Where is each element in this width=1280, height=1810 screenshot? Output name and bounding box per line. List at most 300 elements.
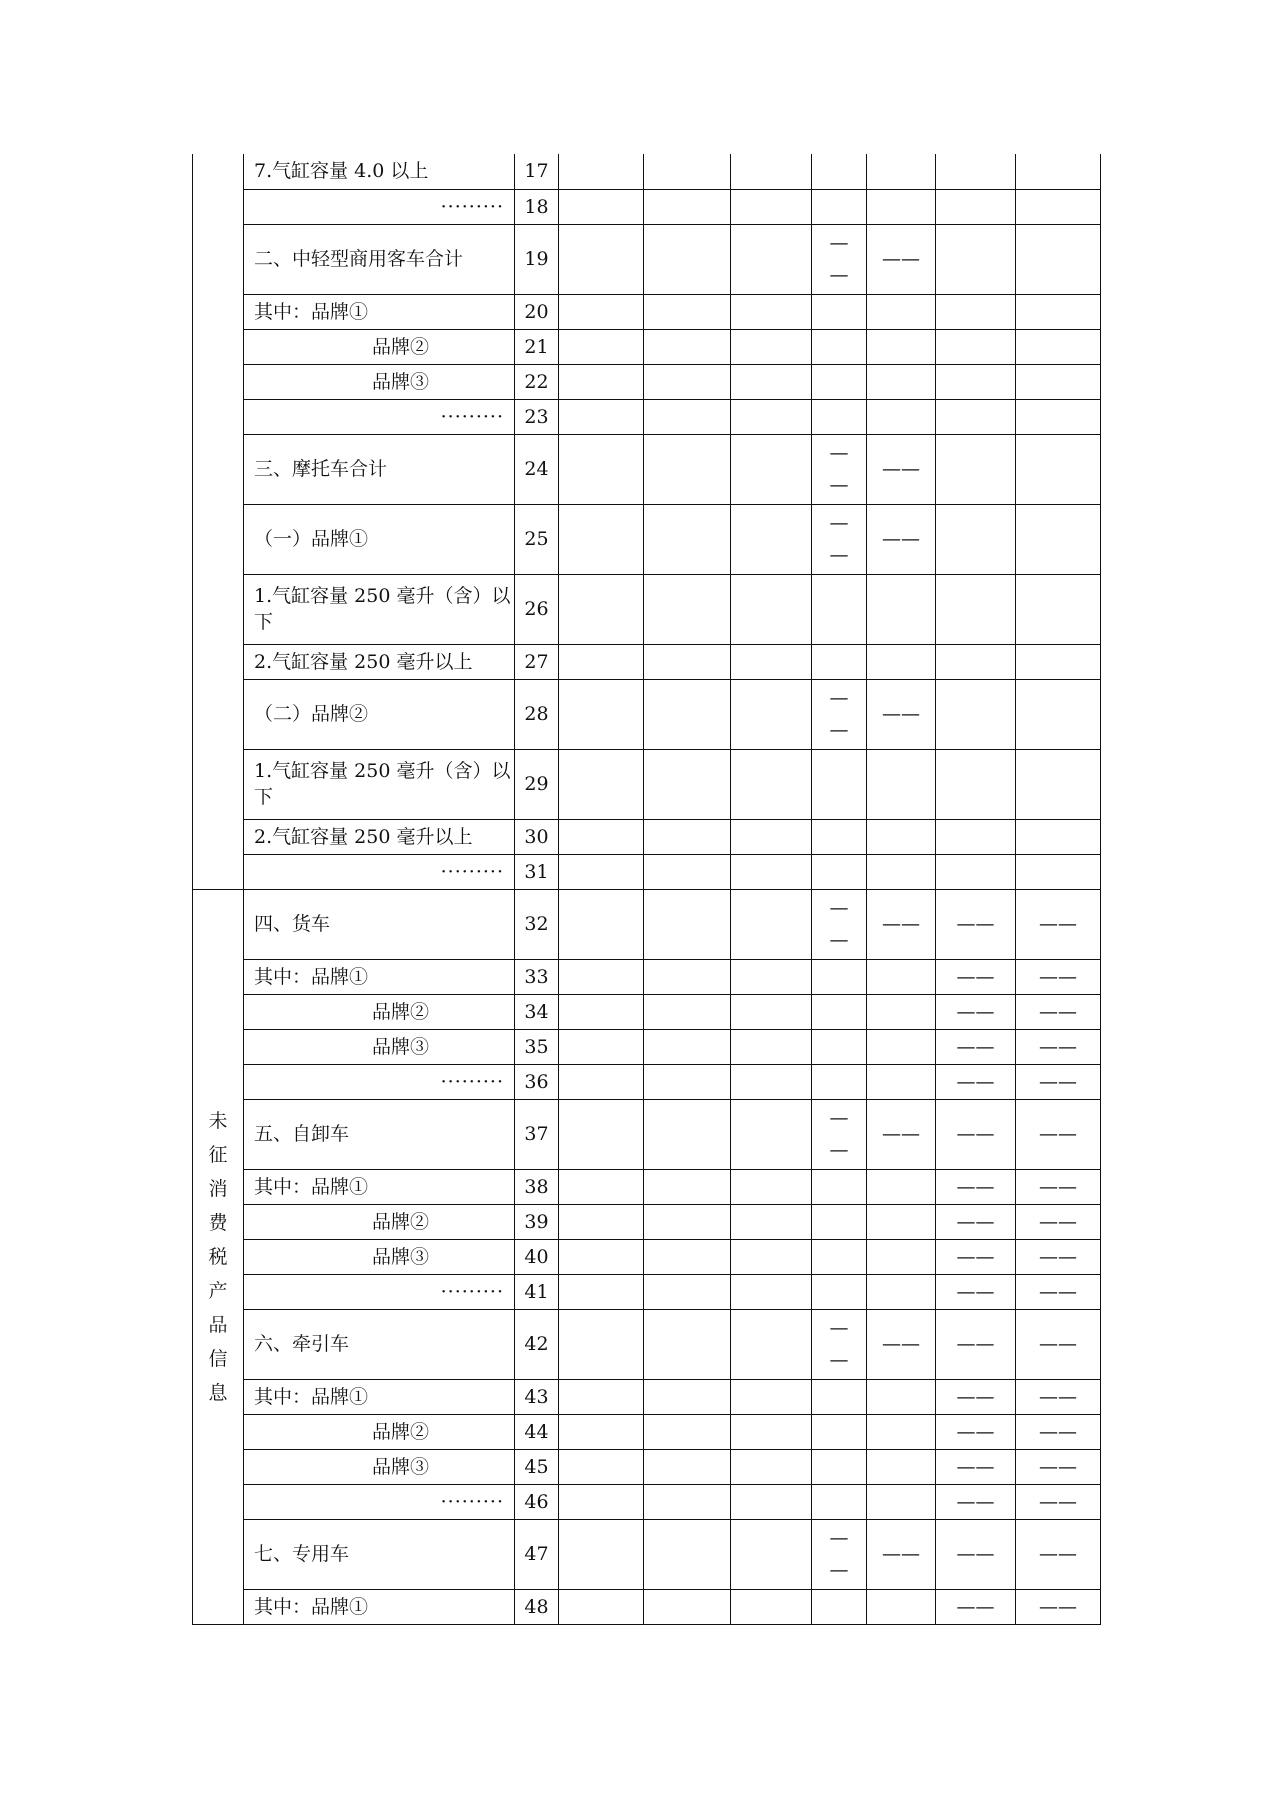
data-entry-cell[interactable] <box>1016 224 1101 294</box>
data-entry-cell[interactable] <box>731 854 812 889</box>
data-entry-cell[interactable] <box>644 364 731 399</box>
data-entry-cell[interactable] <box>936 854 1016 889</box>
not-applicable-cell: —— <box>936 1029 1016 1064</box>
data-entry-cell[interactable] <box>812 1379 867 1414</box>
data-entry-cell[interactable] <box>644 1589 731 1624</box>
not-applicable-cell: —— <box>867 1519 936 1589</box>
data-entry-cell[interactable] <box>644 1064 731 1099</box>
data-entry-cell[interactable] <box>644 819 731 854</box>
data-entry-cell[interactable] <box>731 1484 812 1519</box>
data-entry-cell[interactable] <box>644 854 731 889</box>
not-applicable-cell: —— <box>936 1064 1016 1099</box>
data-entry-cell[interactable] <box>812 1274 867 1309</box>
data-entry-cell[interactable] <box>812 959 867 994</box>
data-entry-cell[interactable] <box>867 574 936 644</box>
line-number-cell: 47 <box>515 1519 559 1589</box>
data-entry-cell[interactable] <box>1016 644 1101 679</box>
dash-part-bottom: — <box>829 1559 849 1581</box>
data-entry-cell[interactable] <box>1016 189 1101 224</box>
not-applicable-cell: —— <box>1016 1519 1101 1589</box>
data-entry-cell[interactable] <box>1016 434 1101 504</box>
data-entry-cell[interactable] <box>867 154 936 189</box>
table-row <box>193 1484 1101 1519</box>
data-entry-cell[interactable] <box>812 1064 867 1099</box>
table-row <box>193 294 1101 329</box>
data-entry-cell[interactable] <box>731 1589 812 1624</box>
data-entry-cell[interactable] <box>812 1169 867 1204</box>
not-applicable-cell: —— <box>1016 1484 1101 1519</box>
data-entry-cell[interactable] <box>644 399 731 434</box>
data-entry-cell[interactable] <box>936 399 1016 434</box>
data-entry-cell[interactable] <box>644 1029 731 1064</box>
data-entry-cell[interactable] <box>812 854 867 889</box>
data-entry-cell[interactable] <box>867 329 936 364</box>
data-entry-cell[interactable] <box>644 189 731 224</box>
not-applicable-cell: —— <box>1016 1029 1101 1064</box>
data-entry-cell[interactable] <box>731 154 812 189</box>
item-name-cell: 其中：品牌① <box>244 1169 515 1204</box>
not-applicable-cell: —— <box>936 1309 1016 1379</box>
item-name-cell: ········· <box>244 399 515 434</box>
not-applicable-cell: —— <box>936 1589 1016 1624</box>
data-entry-cell[interactable] <box>1016 504 1101 574</box>
data-entry-cell[interactable] <box>1016 364 1101 399</box>
dash-part-bottom: — <box>829 1349 849 1371</box>
data-entry-cell[interactable] <box>644 1379 731 1414</box>
line-number-cell: 33 <box>515 959 559 994</box>
data-entry-cell[interactable] <box>1016 819 1101 854</box>
not-applicable-cell: —— <box>867 889 936 959</box>
data-entry-cell[interactable] <box>644 224 731 294</box>
data-entry-cell[interactable] <box>559 574 644 644</box>
line-number-cell: 28 <box>515 679 559 749</box>
data-entry-cell[interactable] <box>867 819 936 854</box>
data-entry-cell[interactable] <box>1016 154 1101 189</box>
data-entry-cell[interactable] <box>1016 329 1101 364</box>
not-applicable-cell: —— <box>1016 959 1101 994</box>
data-entry-cell[interactable] <box>731 1239 812 1274</box>
line-number-cell: 25 <box>515 504 559 574</box>
item-name-cell: 品牌③ <box>244 364 515 399</box>
data-entry-cell[interactable] <box>867 994 936 1029</box>
data-entry-cell[interactable] <box>1016 574 1101 644</box>
data-entry-cell[interactable] <box>644 1099 731 1169</box>
data-entry-cell[interactable] <box>559 154 644 189</box>
side-column-blank <box>193 154 244 889</box>
line-number-cell: 22 <box>515 364 559 399</box>
data-entry-cell[interactable] <box>559 504 644 574</box>
data-entry-cell[interactable] <box>644 959 731 994</box>
data-entry-cell[interactable] <box>731 329 812 364</box>
data-entry-cell[interactable] <box>867 1379 936 1414</box>
data-entry-cell[interactable] <box>867 399 936 434</box>
data-entry-cell[interactable] <box>559 189 644 224</box>
table-row <box>193 364 1101 399</box>
vertical-dash <box>830 682 849 746</box>
not-applicable-cell: —— <box>936 1274 1016 1309</box>
data-entry-cell[interactable] <box>731 1449 812 1484</box>
data-entry-cell[interactable] <box>1016 679 1101 749</box>
data-entry-cell[interactable] <box>559 1309 644 1379</box>
data-entry-cell[interactable] <box>559 1519 644 1589</box>
data-entry-cell[interactable] <box>731 504 812 574</box>
table-row <box>193 1449 1101 1484</box>
data-entry-cell[interactable] <box>812 1204 867 1239</box>
data-entry-cell[interactable] <box>644 294 731 329</box>
data-entry-cell[interactable] <box>936 294 1016 329</box>
data-entry-cell[interactable] <box>812 1449 867 1484</box>
data-entry-cell[interactable] <box>867 1449 936 1484</box>
data-entry-cell[interactable] <box>644 644 731 679</box>
line-number-cell: 45 <box>515 1449 559 1484</box>
data-entry-cell[interactable] <box>812 1414 867 1449</box>
data-entry-cell[interactable] <box>559 329 644 364</box>
data-entry-cell[interactable] <box>731 1414 812 1449</box>
data-entry-cell[interactable] <box>812 1029 867 1064</box>
data-entry-cell[interactable] <box>731 224 812 294</box>
data-entry-cell[interactable] <box>936 679 1016 749</box>
not-applicable-cell: —— <box>936 1484 1016 1519</box>
item-name-cell: （一）品牌① <box>244 504 515 574</box>
not-applicable-cell: —— <box>936 889 1016 959</box>
data-entry-cell[interactable] <box>936 329 1016 364</box>
data-entry-cell[interactable] <box>644 1414 731 1449</box>
data-entry-cell[interactable] <box>559 1239 644 1274</box>
table-row <box>193 1169 1101 1204</box>
side-label <box>193 1104 243 1410</box>
item-name-cell: ········· <box>244 1484 515 1519</box>
data-entry-cell[interactable] <box>644 1204 731 1239</box>
data-entry-cell[interactable] <box>731 294 812 329</box>
item-name-cell: ········· <box>244 189 515 224</box>
data-entry-cell[interactable] <box>936 189 1016 224</box>
data-entry-cell[interactable] <box>936 154 1016 189</box>
data-entry-cell[interactable] <box>867 364 936 399</box>
table-row <box>193 1274 1101 1309</box>
data-entry-cell[interactable] <box>559 224 644 294</box>
item-name-cell: ········· <box>244 1274 515 1309</box>
data-entry-cell[interactable] <box>812 1484 867 1519</box>
not-applicable-cell: —— <box>1016 1099 1101 1169</box>
data-entry-cell[interactable] <box>731 1029 812 1064</box>
vertical-dash <box>830 507 849 571</box>
vertical-dash <box>830 1522 849 1586</box>
data-entry-cell[interactable] <box>559 994 644 1029</box>
dash-part-top: — <box>829 1317 849 1339</box>
table-row <box>193 854 1101 889</box>
vertical-dash <box>830 1102 849 1166</box>
data-entry-cell[interactable] <box>559 679 644 749</box>
line-number-cell: 30 <box>515 819 559 854</box>
line-number-cell: 34 <box>515 994 559 1029</box>
data-entry-cell[interactable] <box>867 1239 936 1274</box>
data-entry-cell[interactable] <box>812 574 867 644</box>
table-row <box>193 819 1101 854</box>
data-entry-cell[interactable] <box>644 434 731 504</box>
data-entry-cell[interactable] <box>559 1589 644 1624</box>
data-entry-cell[interactable] <box>731 959 812 994</box>
data-entry-cell[interactable] <box>559 1169 644 1204</box>
table-row <box>193 1589 1101 1624</box>
data-entry-cell[interactable] <box>812 294 867 329</box>
data-entry-cell[interactable] <box>867 854 936 889</box>
table-row <box>193 1309 1101 1379</box>
data-entry-cell[interactable] <box>731 1099 812 1169</box>
item-name-cell: 品牌② <box>244 1204 515 1239</box>
data-entry-cell[interactable] <box>644 679 731 749</box>
line-number-cell: 41 <box>515 1274 559 1309</box>
data-entry-cell[interactable] <box>644 889 731 959</box>
not-applicable-cell: —— <box>1016 1064 1101 1099</box>
data-entry-cell[interactable] <box>812 364 867 399</box>
item-name-cell: 2.气缸容量 250 毫升以上 <box>244 819 515 854</box>
data-entry-cell[interactable] <box>812 154 867 189</box>
data-entry-cell[interactable] <box>1016 294 1101 329</box>
dash-part-bottom: — <box>829 474 849 496</box>
data-entry-cell[interactable] <box>936 434 1016 504</box>
data-entry-cell[interactable] <box>559 1484 644 1519</box>
data-entry-cell[interactable] <box>559 749 644 819</box>
not-applicable-cell: —— <box>936 1414 1016 1449</box>
line-number-cell: 37 <box>515 1099 559 1169</box>
data-entry-cell[interactable] <box>867 189 936 224</box>
data-entry-cell[interactable] <box>867 1169 936 1204</box>
item-name-cell: 品牌② <box>244 994 515 1029</box>
data-entry-cell[interactable] <box>731 1274 812 1309</box>
data-entry-cell[interactable] <box>812 644 867 679</box>
side-label-char: 产 <box>208 1279 228 1302</box>
data-entry-cell[interactable] <box>936 749 1016 819</box>
side-label-char: 未 <box>208 1109 228 1132</box>
table-row <box>193 1239 1101 1274</box>
line-number-cell: 26 <box>515 574 559 644</box>
data-entry-cell[interactable] <box>644 1309 731 1379</box>
data-entry-cell[interactable] <box>559 854 644 889</box>
item-name-cell: 其中：品牌① <box>244 294 515 329</box>
data-entry-cell[interactable] <box>559 1379 644 1414</box>
data-entry-cell[interactable] <box>812 189 867 224</box>
data-entry-cell[interactable] <box>812 1589 867 1624</box>
data-entry-cell[interactable] <box>1016 749 1101 819</box>
item-name-cell: 1.气缸容量 250 毫升（含）以下 <box>244 574 515 644</box>
data-entry-cell[interactable] <box>1016 399 1101 434</box>
data-entry-cell[interactable] <box>867 749 936 819</box>
data-entry-cell[interactable] <box>559 294 644 329</box>
not-applicable-cell <box>812 224 867 294</box>
item-name-cell: 其中：品牌① <box>244 959 515 994</box>
not-applicable-cell: —— <box>867 1099 936 1169</box>
not-applicable-cell <box>812 1099 867 1169</box>
item-name-cell: 品牌② <box>244 329 515 364</box>
data-entry-cell[interactable] <box>867 1274 936 1309</box>
data-entry-cell[interactable] <box>559 1274 644 1309</box>
item-name-cell: 1.气缸容量 250 毫升（含）以下 <box>244 749 515 819</box>
not-applicable-cell <box>812 1519 867 1589</box>
side-label-char: 消 <box>208 1177 228 1200</box>
not-applicable-cell: —— <box>936 994 1016 1029</box>
item-name-cell: 2.气缸容量 250 毫升以上 <box>244 644 515 679</box>
data-entry-cell[interactable] <box>812 329 867 364</box>
data-entry-cell[interactable] <box>867 1484 936 1519</box>
data-entry-cell[interactable] <box>559 364 644 399</box>
item-name-cell: 其中：品牌① <box>244 1379 515 1414</box>
item-name-cell: 五、自卸车 <box>244 1099 515 1169</box>
data-entry-cell[interactable] <box>644 994 731 1029</box>
item-name-cell: 六、牵引车 <box>244 1309 515 1379</box>
not-applicable-cell: —— <box>936 1239 1016 1274</box>
data-entry-cell[interactable] <box>867 294 936 329</box>
not-applicable-cell: —— <box>1016 1274 1101 1309</box>
line-number-cell: 35 <box>515 1029 559 1064</box>
data-entry-cell[interactable] <box>644 749 731 819</box>
data-entry-cell[interactable] <box>812 749 867 819</box>
not-applicable-cell: —— <box>867 224 936 294</box>
data-entry-cell[interactable] <box>559 644 644 679</box>
data-entry-cell[interactable] <box>936 819 1016 854</box>
data-entry-cell[interactable] <box>559 1029 644 1064</box>
data-entry-cell[interactable] <box>936 504 1016 574</box>
data-entry-cell[interactable] <box>644 1519 731 1589</box>
data-entry-cell[interactable] <box>731 364 812 399</box>
data-entry-cell[interactable] <box>812 1239 867 1274</box>
data-entry-cell[interactable] <box>867 959 936 994</box>
data-entry-cell[interactable] <box>867 1029 936 1064</box>
data-entry-cell[interactable] <box>559 1204 644 1239</box>
data-entry-cell[interactable] <box>559 959 644 994</box>
data-entry-cell[interactable] <box>731 189 812 224</box>
not-applicable-cell <box>812 504 867 574</box>
data-entry-cell[interactable] <box>936 574 1016 644</box>
item-name-cell: 7.气缸容量 4.0 以上 <box>244 154 515 189</box>
table-row <box>193 1379 1101 1414</box>
side-label-char: 费 <box>208 1211 228 1234</box>
data-entry-cell[interactable] <box>731 1064 812 1099</box>
table-row <box>193 1204 1101 1239</box>
dash-part-bottom: — <box>829 929 849 951</box>
not-applicable-cell: —— <box>936 1204 1016 1239</box>
data-entry-cell[interactable] <box>731 679 812 749</box>
not-applicable-cell <box>812 679 867 749</box>
line-number-cell: 42 <box>515 1309 559 1379</box>
data-entry-cell[interactable] <box>644 1239 731 1274</box>
not-applicable-cell: —— <box>936 1449 1016 1484</box>
not-applicable-cell: —— <box>867 1309 936 1379</box>
table-row <box>193 504 1101 574</box>
data-entry-cell[interactable] <box>644 1449 731 1484</box>
data-entry-cell[interactable] <box>559 819 644 854</box>
data-entry-cell[interactable] <box>559 1414 644 1449</box>
data-entry-cell[interactable] <box>559 399 644 434</box>
line-number-cell: 48 <box>515 1589 559 1624</box>
data-entry-cell[interactable] <box>559 434 644 504</box>
data-entry-cell[interactable] <box>559 1099 644 1169</box>
table-row <box>193 1099 1101 1169</box>
not-applicable-cell: —— <box>936 1519 1016 1589</box>
dash-part-top: — <box>829 442 849 464</box>
not-applicable-cell <box>812 889 867 959</box>
not-applicable-cell: —— <box>936 1379 1016 1414</box>
table-row <box>193 959 1101 994</box>
data-entry-cell[interactable] <box>867 1589 936 1624</box>
data-entry-cell[interactable] <box>867 1064 936 1099</box>
line-number-cell: 17 <box>515 154 559 189</box>
not-applicable-cell: —— <box>936 1099 1016 1169</box>
line-number-cell: 21 <box>515 329 559 364</box>
table-row <box>193 644 1101 679</box>
dash-part-top: — <box>829 512 849 534</box>
line-number-cell: 24 <box>515 434 559 504</box>
data-entry-cell[interactable] <box>644 1169 731 1204</box>
table-row <box>193 224 1101 294</box>
vertical-dash <box>830 1312 849 1376</box>
data-entry-cell[interactable] <box>731 1519 812 1589</box>
data-entry-cell[interactable] <box>867 644 936 679</box>
data-entry-cell[interactable] <box>644 574 731 644</box>
data-entry-cell[interactable] <box>867 1204 936 1239</box>
table-row <box>193 399 1101 434</box>
not-applicable-cell: —— <box>1016 1449 1101 1484</box>
data-entry-cell[interactable] <box>812 399 867 434</box>
item-name-cell: 二、中轻型商用客车合计 <box>244 224 515 294</box>
data-entry-cell[interactable] <box>644 1484 731 1519</box>
data-entry-cell[interactable] <box>731 399 812 434</box>
data-entry-cell[interactable] <box>559 1064 644 1099</box>
not-applicable-cell: —— <box>1016 1169 1101 1204</box>
item-name-cell: 四、货车 <box>244 889 515 959</box>
line-number-cell: 27 <box>515 644 559 679</box>
data-entry-cell[interactable] <box>936 364 1016 399</box>
data-entry-cell[interactable] <box>559 1449 644 1484</box>
side-label-char: 信 <box>208 1347 228 1370</box>
data-entry-cell[interactable] <box>812 819 867 854</box>
data-entry-cell[interactable] <box>559 889 644 959</box>
data-entry-cell[interactable] <box>731 1169 812 1204</box>
data-entry-cell[interactable] <box>731 644 812 679</box>
data-entry-cell[interactable] <box>731 994 812 1029</box>
data-entry-cell[interactable] <box>644 1274 731 1309</box>
not-applicable-cell: —— <box>936 1169 1016 1204</box>
side-label-char: 息 <box>208 1381 228 1404</box>
data-entry-cell[interactable] <box>936 224 1016 294</box>
data-entry-cell[interactable] <box>644 504 731 574</box>
side-label-char: 品 <box>208 1313 228 1336</box>
not-applicable-cell: —— <box>1016 994 1101 1029</box>
data-entry-cell[interactable] <box>867 1414 936 1449</box>
data-entry-cell[interactable] <box>731 819 812 854</box>
data-entry-cell[interactable] <box>731 434 812 504</box>
data-entry-cell[interactable] <box>644 329 731 364</box>
data-entry-cell[interactable] <box>731 889 812 959</box>
data-entry-cell[interactable] <box>731 574 812 644</box>
data-entry-cell[interactable] <box>936 644 1016 679</box>
not-applicable-cell: —— <box>1016 1379 1101 1414</box>
data-entry-cell[interactable] <box>731 1204 812 1239</box>
line-number-cell: 18 <box>515 189 559 224</box>
data-entry-cell[interactable] <box>731 1309 812 1379</box>
data-entry-cell[interactable] <box>1016 854 1101 889</box>
dash-part-bottom: — <box>829 719 849 741</box>
table-row <box>193 154 1101 189</box>
dash-part-bottom: — <box>829 544 849 566</box>
data-entry-cell[interactable] <box>812 994 867 1029</box>
table-row <box>193 189 1101 224</box>
table-row <box>193 1414 1101 1449</box>
data-entry-cell[interactable] <box>731 749 812 819</box>
line-number-cell: 32 <box>515 889 559 959</box>
data-entry-cell[interactable] <box>644 154 731 189</box>
not-applicable-cell: —— <box>867 504 936 574</box>
data-entry-cell[interactable] <box>731 1379 812 1414</box>
